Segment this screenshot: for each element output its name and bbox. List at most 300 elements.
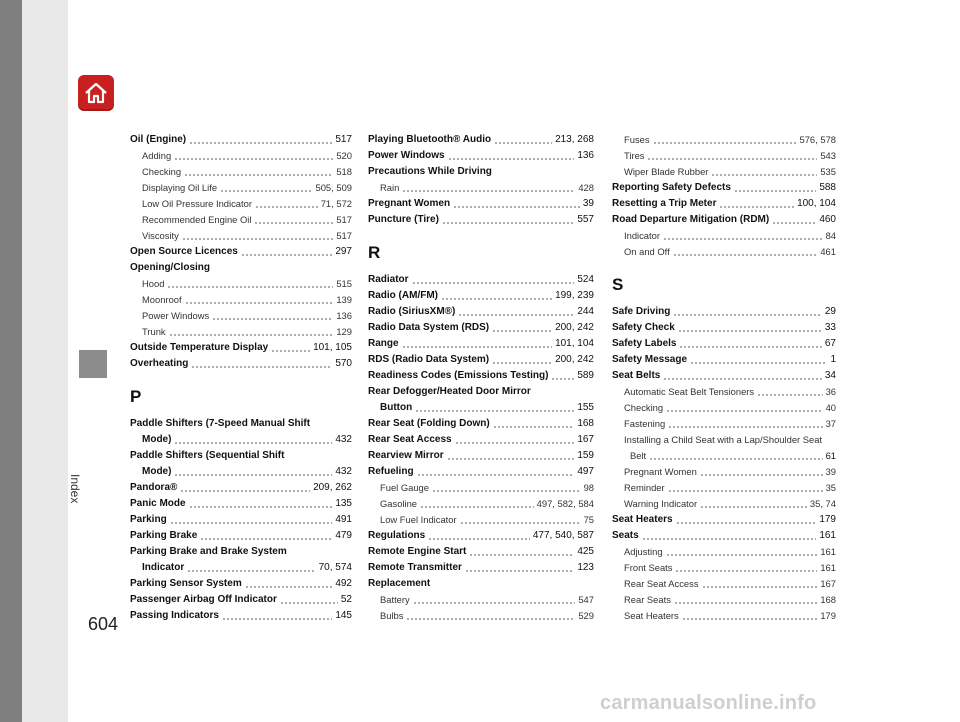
index-entry[interactable]: [368, 352, 594, 368]
index-entry-title: Adjusting: [624, 546, 663, 557]
index-entry-pages[interactable]: 213, 268: [555, 134, 594, 145]
index-entry-pages[interactable]: 461: [820, 246, 836, 257]
index-entry-pages[interactable]: 168: [820, 594, 836, 605]
index-entry-pages[interactable]: 67: [824, 338, 836, 349]
dot-leader: [169, 334, 334, 336]
index-entry-title: Hood: [142, 278, 165, 289]
dot-leader: [690, 362, 827, 364]
index-entry[interactable]: [130, 592, 352, 608]
index-entry-pages[interactable]: 428: [578, 182, 594, 193]
index-entry-pages[interactable]: 168: [577, 418, 594, 429]
index-entry-title: Reporting Safety Defects: [612, 182, 731, 193]
index-entry[interactable]: [612, 544, 836, 560]
dot-leader: [402, 190, 575, 192]
index-entry-pages[interactable]: 61: [825, 450, 836, 461]
home-icon: [83, 80, 109, 106]
index-entry-pages[interactable]: 517: [336, 214, 352, 225]
index-entry-pages[interactable]: 145: [335, 610, 352, 621]
index-entry-title: Safety Labels: [612, 338, 677, 349]
index-entry-title: Playing Bluetooth® Audio: [368, 134, 492, 145]
index-entry-pages[interactable]: 36: [825, 386, 836, 397]
index-entry-title: Refueling: [368, 466, 414, 477]
index-entry-pages[interactable]: 199, 239: [555, 290, 594, 301]
index-entry[interactable]: [130, 196, 352, 212]
index-entry: [130, 416, 352, 432]
index-column-2: [368, 132, 594, 624]
index-entry-pages[interactable]: 39: [582, 198, 594, 209]
index-entry-pages[interactable]: 84: [825, 230, 836, 241]
index-entry[interactable]: [130, 324, 352, 340]
dot-leader: [417, 474, 575, 476]
index-entry-pages[interactable]: 505, 509: [315, 182, 352, 193]
dot-leader: [174, 442, 332, 444]
index-entry-pages[interactable]: 1: [830, 354, 836, 365]
index-entry-title: Puncture (Tire): [368, 214, 439, 225]
index-entry-pages[interactable]: 70, 574: [318, 562, 352, 573]
index-entry[interactable]: [612, 448, 836, 464]
index-entry-title: Paddle Shifters (Sequential Shift: [130, 450, 285, 461]
index-entry-pages[interactable]: 33: [824, 322, 836, 333]
index-entry-title: Mode): [142, 434, 172, 445]
index-entry[interactable]: [612, 336, 836, 352]
index-entry-pages[interactable]: 432: [335, 434, 352, 445]
index-entry[interactable]: [368, 592, 594, 608]
index-entry[interactable]: [612, 320, 836, 336]
index-entry-title: Belt: [630, 450, 647, 461]
index-entry-title: Safe Driving: [612, 306, 671, 317]
index-entry-title: Road Departure Mitigation (RDM): [612, 214, 770, 225]
index-entry-title: Low Oil Pressure Indicator: [142, 198, 252, 209]
index-entry-pages[interactable]: 244: [577, 306, 594, 317]
index-entry-pages[interactable]: 432: [335, 466, 352, 477]
index-entry: [130, 448, 352, 464]
index-entry[interactable]: [368, 480, 594, 496]
index-entry-title: Rear Seat Access: [624, 578, 699, 589]
index-entry-pages[interactable]: 543: [820, 150, 836, 161]
index-entry[interactable]: [368, 148, 594, 164]
dot-leader: [212, 318, 333, 320]
index-entry-title: Remote Transmitter: [368, 562, 462, 573]
dot-leader: [458, 314, 574, 316]
dot-leader: [666, 554, 818, 556]
index-tab-marker[interactable]: [79, 350, 107, 378]
index-entry-title: Radio Data System (RDS): [368, 322, 490, 333]
index-entry[interactable]: [130, 132, 352, 148]
dot-leader: [492, 362, 552, 364]
index-entry: [368, 384, 594, 400]
index-entry[interactable]: [130, 480, 352, 496]
index-entry-pages[interactable]: 529: [578, 610, 594, 621]
index-entry-title: Mode): [142, 466, 172, 477]
index-entry[interactable]: [368, 180, 594, 196]
index-entry-title: Rain: [380, 182, 400, 193]
index-entry[interactable]: [612, 132, 836, 148]
index-entry[interactable]: [130, 308, 352, 324]
index-entry-title: Readiness Codes (Emissions Testing): [368, 370, 549, 381]
index-entry[interactable]: [130, 560, 352, 576]
index-entry[interactable]: [130, 356, 352, 372]
index-entry-pages[interactable]: 520: [336, 150, 352, 161]
index-entry[interactable]: [368, 528, 594, 544]
dot-leader: [668, 426, 822, 428]
dot-leader: [448, 158, 575, 160]
index-entry[interactable]: [612, 228, 836, 244]
dot-leader: [167, 286, 333, 288]
index-entry[interactable]: [130, 244, 352, 260]
index-entry[interactable]: [130, 528, 352, 544]
index-entry-title: Gasoline: [380, 498, 418, 509]
index-entry[interactable]: [368, 544, 594, 560]
index-entry[interactable]: [368, 212, 594, 228]
dot-leader: [675, 570, 817, 572]
dot-leader: [642, 538, 817, 540]
index-entry[interactable]: [612, 576, 836, 592]
index-entry-title: Overheating: [130, 358, 189, 369]
index-entry[interactable]: [612, 512, 836, 528]
index-entry-title: Fuel Gauge: [380, 482, 429, 493]
index-entry[interactable]: [130, 276, 352, 292]
index-entry[interactable]: [612, 148, 836, 164]
index-entry-title: Seat Heaters: [612, 514, 673, 525]
index-entry-pages[interactable]: 179: [820, 610, 836, 621]
index-entry-pages[interactable]: 161: [819, 530, 836, 541]
index-entry-title: Checking: [624, 402, 664, 413]
index-entry-title: On and Off: [624, 246, 670, 257]
index-entry-title: Recommended Engine Oil: [142, 214, 252, 225]
index-entry[interactable]: [368, 608, 594, 624]
dot-leader: [494, 142, 552, 144]
index-entry[interactable]: [612, 304, 836, 320]
index-entry-pages[interactable]: 34: [824, 370, 836, 381]
index-entry[interactable]: [612, 464, 836, 480]
index-entry[interactable]: [130, 180, 352, 196]
dot-leader: [663, 238, 823, 240]
index-column-3: [612, 132, 836, 624]
dot-leader: [170, 522, 333, 524]
index-entry[interactable]: [368, 272, 594, 288]
index-entry-pages[interactable]: 155: [577, 402, 594, 413]
index-entry-pages[interactable]: 576, 578: [799, 134, 836, 145]
dot-leader: [442, 222, 574, 224]
dot-leader: [455, 442, 575, 444]
index-entry-title: Parking: [130, 514, 167, 525]
index-entry-title: Paddle Shifters (7-Speed Manual Shift: [130, 418, 311, 429]
dot-leader: [711, 174, 817, 176]
dot-leader: [406, 618, 575, 620]
index-entry[interactable]: [130, 340, 352, 356]
dot-leader: [189, 506, 333, 508]
index-entry-title: Rear Seat (Folding Down): [368, 418, 490, 429]
index-entry[interactable]: [368, 416, 594, 432]
index-entry-title: Range: [368, 338, 399, 349]
index-entry-pages[interactable]: 517: [336, 230, 352, 241]
dot-leader: [465, 570, 574, 572]
index-entry[interactable]: [368, 464, 594, 480]
index-entry-title: Passenger Airbag Off Indicator: [130, 594, 277, 605]
index-entry-pages[interactable]: 100, 104: [797, 198, 836, 209]
index-entry-pages[interactable]: 35, 74: [809, 498, 836, 509]
index-entry-pages[interactable]: 497, 582, 584: [536, 498, 594, 509]
index-entry-title: Outside Temperature Display: [130, 342, 269, 353]
index-entry-title: Moonroof: [142, 294, 182, 305]
dot-leader: [432, 490, 581, 492]
dot-leader: [647, 158, 817, 160]
index-entry-pages[interactable]: 209, 262: [313, 482, 352, 493]
index-entry-title: Adding: [142, 150, 172, 161]
index-entry[interactable]: [612, 480, 836, 496]
index-entry-pages[interactable]: 101, 105: [313, 342, 352, 353]
dot-leader: [184, 174, 333, 176]
index-entry[interactable]: [368, 368, 594, 384]
dot-leader: [189, 142, 332, 144]
index-entry-title: Installing a Child Seat with a Lap/Shoulder Seat: [624, 434, 823, 445]
index-entry-title: Safety Check: [612, 322, 675, 333]
dot-leader: [676, 522, 817, 524]
index-entry-pages[interactable]: 161: [820, 562, 836, 573]
index-entry: [612, 432, 836, 448]
index-entry-pages[interactable]: 535: [820, 166, 836, 177]
dot-leader: [441, 298, 552, 300]
dot-leader: [174, 474, 332, 476]
index-entry-pages[interactable]: 161: [820, 546, 836, 557]
index-entry-pages[interactable]: 200, 242: [555, 322, 594, 333]
page-number: 604: [88, 614, 119, 634]
index-entry-pages[interactable]: 52: [340, 594, 352, 605]
dot-leader: [402, 346, 553, 348]
dot-leader: [682, 618, 818, 620]
index-entry[interactable]: [368, 400, 594, 416]
index-entry-title: Displaying Oil Life: [142, 182, 218, 193]
index-entry-pages[interactable]: 477, 540, 587: [532, 530, 594, 541]
dot-leader: [420, 506, 534, 508]
index-entry[interactable]: [130, 464, 352, 480]
index-entry[interactable]: [130, 512, 352, 528]
index-entry[interactable]: [368, 288, 594, 304]
index-entry-title: Oil (Engine): [130, 134, 187, 145]
section-tab-label: Index: [68, 474, 82, 504]
index-entry-title: Viscosity: [142, 230, 179, 241]
index-entry[interactable]: [130, 228, 352, 244]
index-entry-pages[interactable]: 136: [577, 150, 594, 161]
index-entry[interactable]: [368, 448, 594, 464]
index-entry-title: Regulations: [368, 530, 426, 541]
index-entry[interactable]: [612, 352, 836, 368]
dot-leader: [182, 238, 334, 240]
index-entry-title: Battery: [380, 594, 410, 605]
index-entry-pages[interactable]: 29: [824, 306, 836, 317]
index-entry-pages[interactable]: 159: [577, 450, 594, 461]
index-entry[interactable]: [612, 416, 836, 432]
dot-leader: [174, 158, 333, 160]
index-entry-pages[interactable]: 35: [825, 482, 836, 493]
dot-leader: [200, 538, 332, 540]
dot-leader: [413, 602, 576, 604]
index-entry-title: Replacement: [368, 578, 431, 589]
index-entry-pages[interactable]: 200, 242: [555, 354, 594, 365]
index-entry-pages[interactable]: 123: [577, 562, 594, 573]
index-entry-pages[interactable]: 167: [577, 434, 594, 445]
dot-leader: [185, 302, 334, 304]
index-entry[interactable]: [130, 164, 352, 180]
section-letter: P: [130, 387, 142, 406]
index-entry-title: Rear Seats: [624, 594, 671, 605]
section-letter: R: [368, 243, 381, 262]
index-entry-title: Parking Brake and Brake System: [130, 546, 287, 557]
index-entry[interactable]: [130, 212, 352, 228]
index-entry[interactable]: [130, 496, 352, 512]
index-entry-title: Rearview Mirror: [368, 450, 444, 461]
index-entry[interactable]: [368, 560, 594, 576]
index-entry-pages[interactable]: 497: [577, 466, 594, 477]
index-entry-title: Warning Indicator: [624, 498, 698, 509]
index-entry-pages[interactable]: 547: [578, 594, 594, 605]
dot-leader: [678, 330, 822, 332]
index-entry-title: Parking Sensor System: [130, 578, 242, 589]
dot-leader: [453, 206, 580, 208]
index-entry[interactable]: [612, 196, 836, 212]
index-column-1: [130, 132, 352, 624]
index-entry-title: Radio (SiriusXM®): [368, 306, 456, 317]
index-entry-pages[interactable]: 75: [583, 514, 594, 525]
index-entry[interactable]: [612, 400, 836, 416]
index-entry-pages[interactable]: 515: [336, 278, 352, 289]
index-entry-pages[interactable]: 139: [336, 294, 352, 305]
dot-leader: [220, 190, 312, 192]
index-entry[interactable]: [130, 292, 352, 308]
index-entry-title: Opening/Closing: [130, 262, 210, 273]
index-entry-pages[interactable]: 479: [335, 530, 352, 541]
index-entry[interactable]: [612, 180, 836, 196]
dot-leader: [187, 570, 315, 572]
index-entry-title: Remote Engine Start: [368, 546, 467, 557]
index-entry[interactable]: [612, 496, 836, 512]
dot-leader: [668, 490, 823, 492]
dot-leader: [702, 586, 818, 588]
index-entry-title: Passing Indicators: [130, 610, 219, 621]
index-entry[interactable]: [612, 164, 836, 180]
dot-leader: [666, 410, 822, 412]
dot-leader: [412, 282, 575, 284]
index-entry-title: Pregnant Women: [624, 466, 697, 477]
index-entry-pages[interactable]: 37: [825, 418, 836, 429]
dot-leader: [460, 522, 581, 524]
index-entry[interactable]: [612, 560, 836, 576]
index-entry-pages[interactable]: 71, 572: [320, 198, 352, 209]
index-entry-pages[interactable]: 524: [577, 274, 594, 285]
index-entry[interactable]: [130, 576, 352, 592]
index-entry-title: Safety Message: [612, 354, 688, 365]
dot-leader: [447, 458, 575, 460]
index-entry-title: Seats: [612, 530, 639, 541]
index-entry: [368, 164, 594, 180]
dot-leader: [772, 222, 816, 224]
index-entry-pages[interactable]: 517: [335, 134, 352, 145]
index-entry-pages[interactable]: 491: [335, 514, 352, 525]
index-entry-title: Trunk: [142, 326, 166, 337]
index-entry-pages[interactable]: 101, 104: [555, 338, 594, 349]
dot-leader: [757, 394, 822, 396]
dot-leader: [674, 602, 817, 604]
index-entry[interactable]: [368, 304, 594, 320]
index-entry-pages[interactable]: 40: [825, 402, 836, 413]
index-entry[interactable]: [612, 528, 836, 544]
index-entry[interactable]: [130, 432, 352, 448]
index-entry-pages[interactable]: 98: [583, 482, 594, 493]
index-entry-pages[interactable]: 39: [825, 466, 836, 477]
index-entry-title: Open Source Licences: [130, 246, 238, 257]
index-entry-title: Panic Mode: [130, 498, 186, 509]
index-entry[interactable]: [368, 132, 594, 148]
index-entry-pages[interactable]: 129: [336, 326, 352, 337]
dot-leader: [551, 378, 574, 380]
dot-leader: [649, 458, 822, 460]
dot-leader: [700, 474, 823, 476]
index-entry-title: Radio (AM/FM): [368, 290, 438, 301]
index-entry-pages[interactable]: 297: [335, 246, 352, 257]
index-entry-title: Low Fuel Indicator: [380, 514, 457, 525]
index-entry-pages[interactable]: 492: [335, 578, 352, 589]
index-entry-pages[interactable]: 460: [819, 214, 836, 225]
dot-leader: [191, 366, 332, 368]
dot-leader: [719, 206, 794, 208]
index-entry-pages[interactable]: 136: [336, 310, 352, 321]
index-entry-title: Fastening: [624, 418, 666, 429]
index-entry[interactable]: [368, 196, 594, 212]
index-entry-pages[interactable]: 518: [336, 166, 352, 177]
index-entry[interactable]: [368, 512, 594, 528]
dot-leader: [180, 490, 310, 492]
index-entry[interactable]: [612, 592, 836, 608]
index-entry-pages[interactable]: 588: [819, 182, 836, 193]
index-entry[interactable]: [130, 608, 352, 624]
dot-leader: [280, 602, 338, 604]
index-entry-title: Seat Belts: [612, 370, 661, 381]
index-entry-pages[interactable]: 589: [577, 370, 594, 381]
index-entry-pages[interactable]: 557: [577, 214, 594, 225]
dot-leader: [493, 426, 575, 428]
index-entry-title: Fuses: [624, 134, 650, 145]
index-entry[interactable]: [612, 368, 836, 384]
dot-leader: [241, 254, 332, 256]
index-entry-title: Power Windows: [368, 150, 445, 161]
index-entry[interactable]: [368, 496, 594, 512]
index-entry-pages[interactable]: 570: [335, 358, 352, 369]
index-entry-title: Rear Defogger/Heated Door Mirror: [368, 386, 531, 397]
index-entry-title: Pandora®: [130, 482, 178, 493]
dot-leader: [415, 410, 574, 412]
index-entry-pages[interactable]: 135: [335, 498, 352, 509]
index-entry[interactable]: [368, 336, 594, 352]
index-entry-pages[interactable]: 425: [577, 546, 594, 557]
index-entry-title: Radiator: [368, 274, 409, 285]
dot-leader: [222, 618, 332, 620]
index-entry[interactable]: [612, 384, 836, 400]
dot-leader: [492, 330, 552, 332]
index-entry[interactable]: [612, 608, 836, 624]
index-entry[interactable]: [612, 212, 836, 228]
index-entry[interactable]: [612, 244, 836, 260]
index-entry-pages[interactable]: 167: [820, 578, 836, 589]
index-entry-title: Precautions While Driving: [368, 166, 492, 177]
index-entry-title: RDS (Radio Data System): [368, 354, 490, 365]
index-entry[interactable]: [368, 320, 594, 336]
index-entry-title: Resetting a Trip Meter: [612, 198, 717, 209]
index-entry-pages[interactable]: 179: [819, 514, 836, 525]
dot-leader: [663, 378, 822, 380]
home-button[interactable]: [78, 75, 114, 111]
index-entry[interactable]: [368, 432, 594, 448]
index-entry[interactable]: [130, 148, 352, 164]
